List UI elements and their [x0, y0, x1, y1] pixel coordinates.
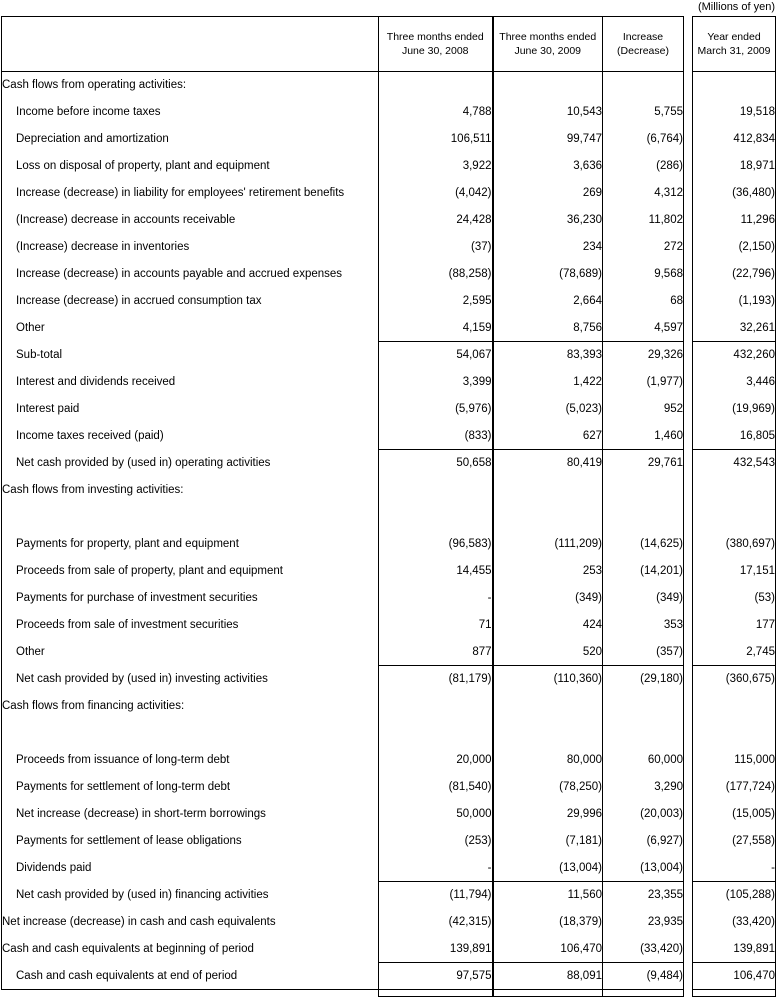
- value-fy-2009: 16,805: [693, 423, 776, 450]
- table-row: [2, 612, 776, 639]
- column-gap-spacer: [684, 612, 693, 639]
- table-row: [2, 882, 776, 909]
- column-gap-spacer: [684, 828, 693, 855]
- value-q1-2009: 1,422: [493, 369, 603, 396]
- value-increase-decrease: (13,004): [603, 855, 684, 882]
- column-gap-spacer: [684, 855, 693, 882]
- value-fy-2009: 412,834: [693, 126, 776, 153]
- row-label: Net cash provided by (used in) operating activities: [2, 450, 379, 477]
- value-increase-decrease: 952: [603, 396, 684, 423]
- row-label: Cash flows from investing activities:: [2, 477, 379, 504]
- value-increase-decrease: (9,484): [603, 963, 684, 990]
- value-q1-2009: 106,470: [493, 936, 603, 963]
- value-q1-2008: [379, 720, 493, 747]
- value-q1-2008: -: [379, 585, 493, 612]
- table-row: [2, 504, 776, 531]
- row-label: Proceeds from sale of property, plant and equipment: [2, 558, 379, 585]
- value-q1-2008: [379, 477, 493, 504]
- value-increase-decrease: 4,312: [603, 180, 684, 207]
- value-q1-2008: (81,540): [379, 774, 493, 801]
- value-fy-2009: (1,193): [693, 288, 776, 315]
- column-gap-spacer: [684, 153, 693, 180]
- column-gap-spacer: [684, 801, 693, 828]
- value-fy-2009: 106,470: [693, 963, 776, 990]
- table-row: [2, 693, 776, 720]
- value-q1-2009: [493, 477, 603, 504]
- row-label: Income taxes received (paid): [2, 423, 379, 450]
- table-row: [2, 666, 776, 693]
- value-q1-2009: 269: [493, 180, 603, 207]
- value-q1-2009: 10,543: [493, 99, 603, 126]
- value-fy-2009: 11,296: [693, 207, 776, 234]
- value-increase-decrease: 68: [603, 288, 684, 315]
- value-increase-decrease: (29,180): [603, 666, 684, 693]
- value-q1-2009: 99,747: [493, 126, 603, 153]
- value-fy-2009: (33,420): [693, 909, 776, 936]
- value-q1-2008: 139,891: [379, 936, 493, 963]
- value-q1-2009: (349): [493, 585, 603, 612]
- value-q1-2008: (833): [379, 423, 493, 450]
- column-gap-spacer: [684, 639, 693, 666]
- value-increase-decrease: [603, 72, 684, 99]
- value-fy-2009: (2,150): [693, 234, 776, 261]
- value-q1-2008: 54,067: [379, 342, 493, 369]
- value-q1-2008: [379, 693, 493, 720]
- table-row: [2, 396, 776, 423]
- value-q1-2009: (13,004): [493, 855, 603, 882]
- column-gap-spacer: [684, 72, 693, 99]
- value-increase-decrease: (286): [603, 153, 684, 180]
- value-fy-2009: [693, 693, 776, 720]
- value-increase-decrease: (6,764): [603, 126, 684, 153]
- header-line-2: June 30, 2008: [401, 45, 469, 57]
- header-row: [2, 17, 776, 72]
- value-increase-decrease: (33,420): [603, 936, 684, 963]
- value-fy-2009: (105,288): [693, 882, 776, 909]
- column-gap-spacer: [684, 369, 693, 396]
- value-increase-decrease: (20,003): [603, 801, 684, 828]
- table-row: [2, 909, 776, 936]
- value-q1-2009: (111,209): [493, 531, 603, 558]
- value-q1-2009: (5,023): [493, 396, 603, 423]
- table-row: [2, 774, 776, 801]
- column-gap-spacer: [684, 477, 693, 504]
- value-q1-2008: 3,399: [379, 369, 493, 396]
- value-increase-decrease: (6,927): [603, 828, 684, 855]
- column-gap-spacer: [684, 423, 693, 450]
- table-row: [2, 639, 776, 666]
- column-gap-spacer: [684, 936, 693, 963]
- value-q1-2008: (37): [379, 234, 493, 261]
- row-label: Increase (decrease) in accounts payable and accrued expenses: [2, 261, 379, 288]
- cash-flow-table: [1, 16, 776, 997]
- table-header: [2, 17, 776, 72]
- row-label: Loss on disposal of property, plant and equipment: [2, 153, 379, 180]
- row-label: [2, 720, 379, 747]
- value-fy-2009: 432,260: [693, 342, 776, 369]
- column-gap-spacer: [684, 234, 693, 261]
- value-increase-decrease: 353: [603, 612, 684, 639]
- closing-rule-fy-2009: [693, 990, 776, 997]
- value-increase-decrease: (14,201): [603, 558, 684, 585]
- value-increase-decrease: 23,355: [603, 882, 684, 909]
- value-fy-2009: 3,446: [693, 369, 776, 396]
- value-q1-2008: (11,794): [379, 882, 493, 909]
- column-gap-spacer: [684, 774, 693, 801]
- column-gap-spacer: [684, 288, 693, 315]
- column-gap-spacer: [684, 396, 693, 423]
- value-increase-decrease: (357): [603, 639, 684, 666]
- value-fy-2009: 115,000: [693, 747, 776, 774]
- table-row: [2, 315, 776, 342]
- value-q1-2008: 2,595: [379, 288, 493, 315]
- value-q1-2008: 3,922: [379, 153, 493, 180]
- value-q1-2008: 50,658: [379, 450, 493, 477]
- value-increase-decrease: 272: [603, 234, 684, 261]
- value-fy-2009: (177,724): [693, 774, 776, 801]
- value-increase-decrease: 11,802: [603, 207, 684, 234]
- table-row: [2, 747, 776, 774]
- value-fy-2009: (19,969): [693, 396, 776, 423]
- value-q1-2008: 14,455: [379, 558, 493, 585]
- value-increase-decrease: 1,460: [603, 423, 684, 450]
- value-q1-2009: (7,181): [493, 828, 603, 855]
- value-increase-decrease: 9,568: [603, 261, 684, 288]
- value-fy-2009: 32,261: [693, 315, 776, 342]
- table-row: [2, 369, 776, 396]
- column-gap-spacer: [684, 99, 693, 126]
- value-q1-2009: 520: [493, 639, 603, 666]
- row-label: Payments for settlement of lease obligations: [2, 828, 379, 855]
- value-q1-2009: 88,091: [493, 963, 603, 990]
- table-row: [2, 207, 776, 234]
- value-fy-2009: (380,697): [693, 531, 776, 558]
- column-header-increase-decrease: [603, 17, 684, 72]
- value-q1-2008: (42,315): [379, 909, 493, 936]
- row-label: Interest and dividends received: [2, 369, 379, 396]
- value-q1-2008: 20,000: [379, 747, 493, 774]
- value-q1-2008: (96,583): [379, 531, 493, 558]
- value-q1-2009: (78,250): [493, 774, 603, 801]
- value-q1-2008: 97,575: [379, 963, 493, 990]
- column-gap-spacer: [684, 17, 693, 72]
- table-row: [2, 963, 776, 990]
- closing-rule-label-spacer: [2, 990, 379, 997]
- value-fy-2009: 18,971: [693, 153, 776, 180]
- table-row: [2, 477, 776, 504]
- closing-rule-increase-decrease: [603, 990, 684, 997]
- column-gap-spacer: [684, 666, 693, 693]
- column-gap-spacer: [684, 126, 693, 153]
- column-gap-spacer: [684, 504, 693, 531]
- column-gap-spacer: [684, 585, 693, 612]
- row-label: Cash and cash equivalents at end of period: [2, 963, 379, 990]
- value-q1-2008: [379, 504, 493, 531]
- value-increase-decrease: 3,290: [603, 774, 684, 801]
- value-q1-2008: [379, 72, 493, 99]
- table-row: [2, 126, 776, 153]
- row-label: Proceeds from sale of investment securities: [2, 612, 379, 639]
- value-fy-2009: (27,558): [693, 828, 776, 855]
- row-label: Other: [2, 639, 379, 666]
- table-row: [2, 450, 776, 477]
- row-label: Payments for property, plant and equipment: [2, 531, 379, 558]
- table-row: [2, 234, 776, 261]
- value-q1-2008: 71: [379, 612, 493, 639]
- value-fy-2009: [693, 72, 776, 99]
- column-gap-spacer: [684, 315, 693, 342]
- table-row: [2, 180, 776, 207]
- closing-rule-q1-2009: [493, 990, 603, 997]
- row-label: Other: [2, 315, 379, 342]
- row-label: Proceeds from issuance of long-term debt: [2, 747, 379, 774]
- table-row: [2, 342, 776, 369]
- table-row: [2, 72, 776, 99]
- table-row: [2, 261, 776, 288]
- table-row: [2, 153, 776, 180]
- closing-rule-q1-2008: [379, 990, 493, 997]
- row-label: Net increase (decrease) in short-term borrowings: [2, 801, 379, 828]
- column-header-q1-2008: [379, 17, 493, 72]
- header-line-2: June 30, 2009: [514, 45, 582, 57]
- column-gap-spacer: [684, 909, 693, 936]
- table-row: [2, 801, 776, 828]
- row-label: [2, 504, 379, 531]
- row-label: Interest paid: [2, 396, 379, 423]
- column-gap-spacer: [684, 558, 693, 585]
- value-q1-2009: 8,756: [493, 315, 603, 342]
- units-caption: (Millions of yen): [697, 1, 775, 13]
- row-label: Net cash provided by (used in) financing activities: [2, 882, 379, 909]
- value-increase-decrease: (349): [603, 585, 684, 612]
- value-q1-2009: (18,379): [493, 909, 603, 936]
- value-fy-2009: (36,480): [693, 180, 776, 207]
- value-increase-decrease: [603, 477, 684, 504]
- row-label: Sub-total: [2, 342, 379, 369]
- value-q1-2008: 24,428: [379, 207, 493, 234]
- row-label: Cash and cash equivalents at beginning of period: [2, 936, 379, 963]
- column-gap-spacer: [684, 990, 693, 997]
- value-fy-2009: (22,796): [693, 261, 776, 288]
- column-gap-spacer: [684, 747, 693, 774]
- table-body: [2, 72, 776, 997]
- value-q1-2009: (110,360): [493, 666, 603, 693]
- value-increase-decrease: 23,935: [603, 909, 684, 936]
- row-label: Net increase (decrease) in cash and cash equivalents: [2, 909, 379, 936]
- value-increase-decrease: 4,597: [603, 315, 684, 342]
- header-line-1: Increase: [622, 31, 664, 43]
- row-label: Cash flows from operating activities:: [2, 72, 379, 99]
- header-line-1: Three months ended: [386, 31, 484, 43]
- value-q1-2009: [493, 504, 603, 531]
- column-gap-spacer: [684, 720, 693, 747]
- value-q1-2009: [493, 72, 603, 99]
- table-row: [2, 855, 776, 882]
- value-q1-2008: 50,000: [379, 801, 493, 828]
- row-label: Income before income taxes: [2, 99, 379, 126]
- closing-double-rule-row: [2, 990, 776, 997]
- row-label: (Increase) decrease in accounts receivable: [2, 207, 379, 234]
- value-fy-2009: (360,675): [693, 666, 776, 693]
- row-label: Payments for purchase of investment securities: [2, 585, 379, 612]
- value-q1-2009: 36,230: [493, 207, 603, 234]
- header-line-2: (Decrease): [617, 45, 669, 57]
- value-q1-2008: 4,159: [379, 315, 493, 342]
- value-q1-2008: (81,179): [379, 666, 493, 693]
- value-fy-2009: 2,745: [693, 639, 776, 666]
- row-label: Dividends paid: [2, 855, 379, 882]
- row-label: Cash flows from financing activities:: [2, 693, 379, 720]
- value-fy-2009: 432,543: [693, 450, 776, 477]
- table-row: [2, 99, 776, 126]
- value-fy-2009: (53): [693, 585, 776, 612]
- value-increase-decrease: 29,326: [603, 342, 684, 369]
- value-increase-decrease: 5,755: [603, 99, 684, 126]
- value-q1-2009: [493, 693, 603, 720]
- value-q1-2008: 106,511: [379, 126, 493, 153]
- header-line-1: Three months ended: [499, 31, 597, 43]
- value-q1-2009: 3,636: [493, 153, 603, 180]
- column-gap-spacer: [684, 531, 693, 558]
- table-row: [2, 531, 776, 558]
- value-q1-2009: 11,560: [493, 882, 603, 909]
- column-header-label: [2, 17, 379, 72]
- value-fy-2009: -: [693, 855, 776, 882]
- column-gap-spacer: [684, 963, 693, 990]
- value-fy-2009: 17,151: [693, 558, 776, 585]
- value-q1-2009: (78,689): [493, 261, 603, 288]
- value-fy-2009: (15,005): [693, 801, 776, 828]
- table-row: [2, 720, 776, 747]
- value-increase-decrease: 29,761: [603, 450, 684, 477]
- header-line-2: March 31, 2009: [697, 45, 771, 57]
- value-q1-2008: (253): [379, 828, 493, 855]
- row-label: Depreciation and amortization: [2, 126, 379, 153]
- column-gap-spacer: [684, 180, 693, 207]
- table-row: [2, 936, 776, 963]
- value-q1-2009: 80,000: [493, 747, 603, 774]
- table-row: [2, 558, 776, 585]
- row-label: Payments for settlement of long-term debt: [2, 774, 379, 801]
- table-row: [2, 828, 776, 855]
- value-increase-decrease: (14,625): [603, 531, 684, 558]
- value-q1-2009: [493, 720, 603, 747]
- value-increase-decrease: 60,000: [603, 747, 684, 774]
- column-header-q1-2009: [493, 17, 603, 72]
- value-increase-decrease: [603, 720, 684, 747]
- row-label: Increase (decrease) in liability for employees' retirement benefits: [2, 180, 379, 207]
- value-q1-2009: 29,996: [493, 801, 603, 828]
- value-q1-2008: 4,788: [379, 99, 493, 126]
- value-q1-2009: 2,664: [493, 288, 603, 315]
- value-fy-2009: 177: [693, 612, 776, 639]
- value-q1-2009: 80,419: [493, 450, 603, 477]
- value-q1-2009: 627: [493, 423, 603, 450]
- table-row: [2, 288, 776, 315]
- value-q1-2008: -: [379, 855, 493, 882]
- column-gap-spacer: [684, 261, 693, 288]
- table-row: [2, 585, 776, 612]
- value-fy-2009: [693, 504, 776, 531]
- column-gap-spacer: [684, 450, 693, 477]
- value-increase-decrease: [603, 504, 684, 531]
- row-label: Increase (decrease) in accrued consumption tax: [2, 288, 379, 315]
- value-q1-2009: 234: [493, 234, 603, 261]
- column-gap-spacer: [684, 693, 693, 720]
- value-q1-2009: 83,393: [493, 342, 603, 369]
- column-header-fy-2009: [693, 17, 776, 72]
- value-q1-2008: (4,042): [379, 180, 493, 207]
- row-label: (Increase) decrease in inventories: [2, 234, 379, 261]
- row-label: Net cash provided by (used in) investing activities: [2, 666, 379, 693]
- value-fy-2009: [693, 720, 776, 747]
- column-gap-spacer: [684, 342, 693, 369]
- value-q1-2009: 424: [493, 612, 603, 639]
- value-q1-2008: (88,258): [379, 261, 493, 288]
- value-increase-decrease: [603, 693, 684, 720]
- column-gap-spacer: [684, 207, 693, 234]
- value-fy-2009: 19,518: [693, 99, 776, 126]
- value-fy-2009: 139,891: [693, 936, 776, 963]
- value-q1-2008: 877: [379, 639, 493, 666]
- table-row: [2, 423, 776, 450]
- column-gap-spacer: [684, 882, 693, 909]
- value-increase-decrease: (1,977): [603, 369, 684, 396]
- value-fy-2009: [693, 477, 776, 504]
- value-q1-2009: 253: [493, 558, 603, 585]
- value-q1-2008: (5,976): [379, 396, 493, 423]
- header-line-1: Year ended: [707, 31, 761, 43]
